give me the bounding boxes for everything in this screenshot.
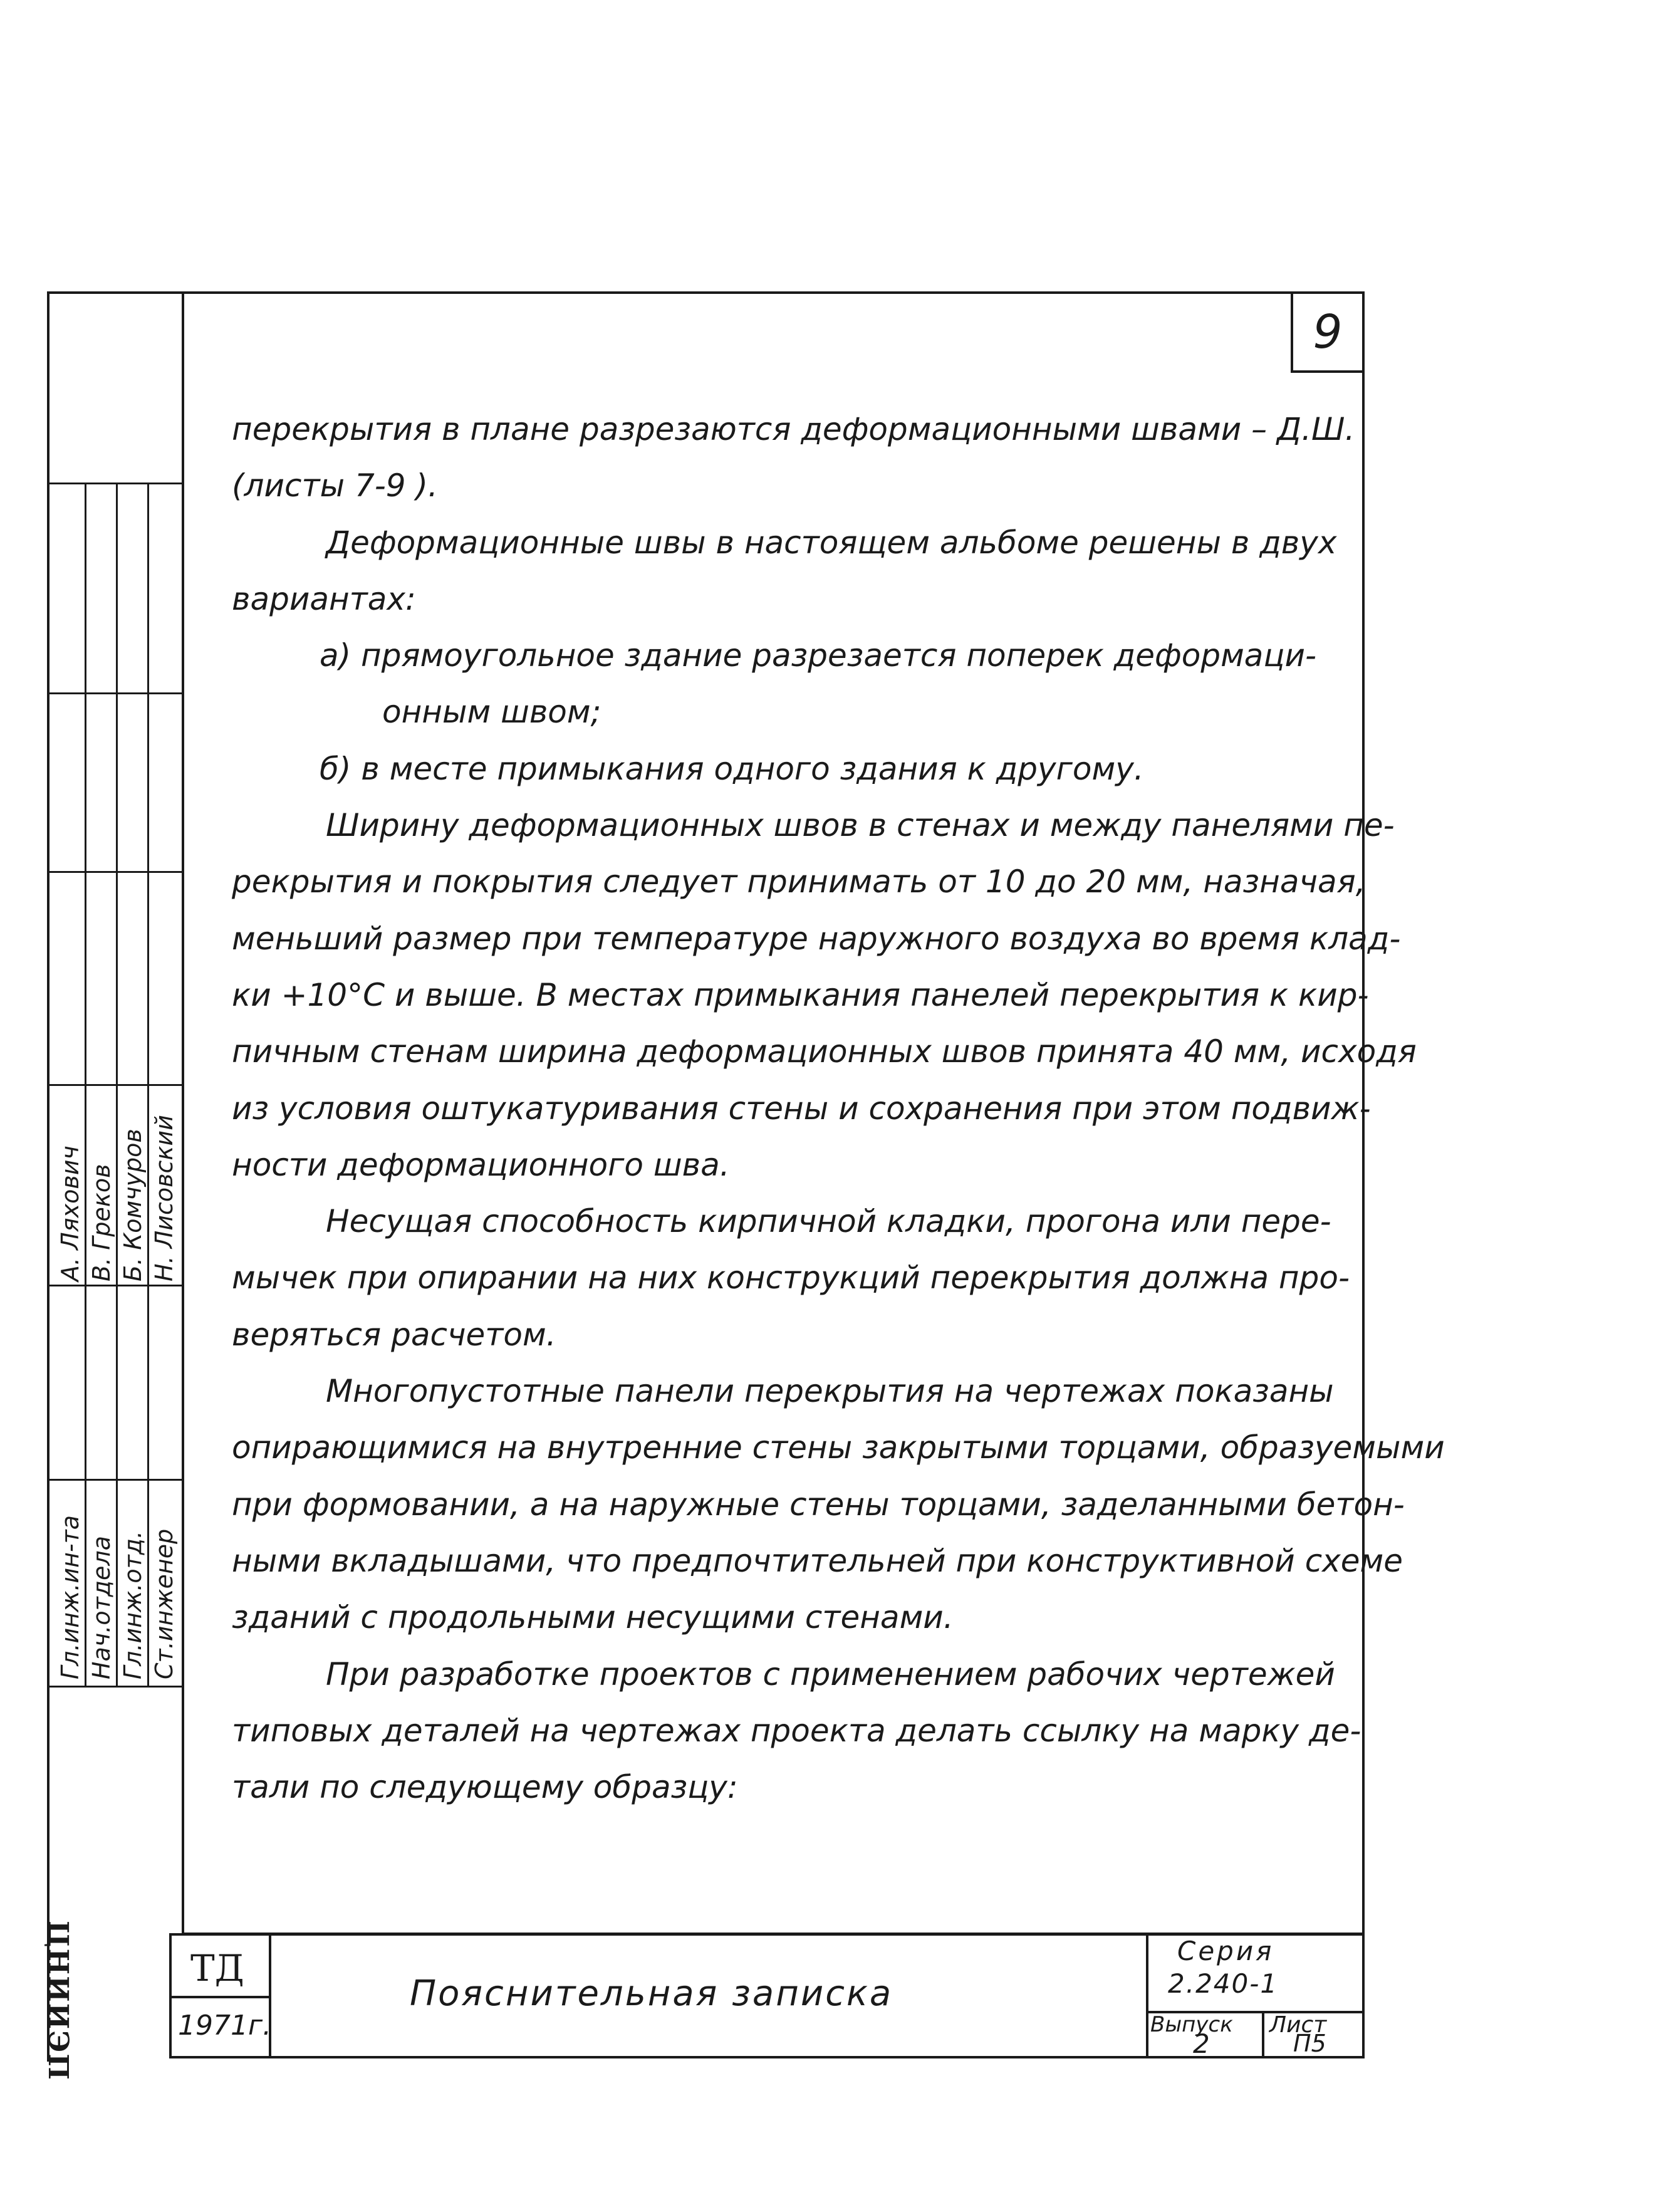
text-line: Ширину деформационных швов в стенах и между панелями пе- (326, 807, 1395, 844)
series-label: Серия (1177, 1936, 1274, 1966)
text-line: зданий с продольными несущими стенами. (232, 1599, 954, 1636)
text-line: (листы 7-9 ). (232, 467, 438, 504)
stamp-name: В. Греков (88, 1164, 115, 1281)
text-line: Деформационные швы в настоящем альбоме решены в двух (326, 524, 1337, 561)
issue-value: 2 (1193, 2028, 1210, 2059)
text-line: а) прямоугольное здание разрезается поперек деформаци- (320, 637, 1317, 674)
body-text (232, 401, 1445, 1815)
title-block-divider (1262, 2011, 1264, 2056)
stamp-role: Ст.инженер (150, 1528, 178, 1679)
text-line: ными вкладышами, что предпочтительней при конструктивной схеме (232, 1542, 1403, 1579)
text-line: мычек при опирании на них конструкций перекрытия должна про- (232, 1260, 1350, 1296)
text-line: онным швом; (382, 694, 601, 731)
stamp-row-line (47, 1686, 182, 1688)
text-line: пичным стенам ширина деформационных швов принята 40 мм, исходя (232, 1033, 1417, 1070)
title-block-code: ТД (190, 1947, 244, 1990)
series-value: 2.240-1 (1168, 1968, 1279, 1999)
stamp-name: Б. Комчуров (119, 1129, 147, 1281)
issue-label: Выпуск (1150, 2012, 1233, 2037)
sheet-value: П5 (1293, 2030, 1326, 2057)
page-number: 9 (1291, 291, 1365, 373)
text-line: ки +10°С и выше. В местах примыкания панелей перекрытия к кир- (232, 976, 1369, 1013)
text-line: перекрытия в плане разрезаются деформационными швами – Д.Ш. (232, 411, 1355, 447)
text-line: из условия оштукатуривания стены и сохранения при этом подвиж- (232, 1090, 1371, 1127)
stamp-row-line (47, 483, 182, 484)
text-line: веряться расчетом. (232, 1316, 556, 1353)
organization-label: ЦНИИЭП (42, 1921, 74, 2081)
text-line: Многопустотные панели перекрытия на чертежах показаны (326, 1373, 1334, 1410)
stamp-row-line (47, 871, 182, 873)
stamp-row-line (47, 1479, 182, 1481)
sheet-label: Лист (1269, 2012, 1327, 2038)
title-block-year: 1971г. (178, 2010, 272, 2042)
stamp-name: Н. Лисовский (150, 1115, 178, 1281)
stamp-row-line (47, 1285, 182, 1286)
text-line: тали по следующему образцу: (232, 1769, 738, 1806)
stamp-role: Нач.отдела (88, 1535, 115, 1679)
title-block-divider (1146, 1936, 1148, 2056)
stamp-row-line (47, 692, 182, 694)
text-line: меньший размер при температуре наружного воздуха во время клад- (232, 920, 1401, 957)
text-line: При разработке проектов с применением рабочих чертежей (326, 1656, 1335, 1693)
document-title: Пояснительная записка (410, 1973, 893, 2014)
text-line: при формовании, а на наружные стены торцами, заделанными бетон- (232, 1486, 1405, 1523)
text-line: опирающимися на внутренние стены закрытыми торцами, образуемыми (232, 1429, 1445, 1466)
stamp-role: Гл.инж.ин-та (56, 1515, 84, 1679)
stamp-name: А. Ляхович (56, 1145, 84, 1281)
title-block (169, 1933, 1365, 2058)
text-line: ности деформационного шва. (232, 1146, 730, 1183)
title-block-divider (172, 1996, 269, 1998)
stamp-role: Гл.инж.отд. (119, 1530, 147, 1679)
text-line: Несущая способность кирпичной кладки, прогона или пере- (326, 1203, 1331, 1240)
text-line: типовых деталей на чертежах проекта делать ссылку на марку де- (232, 1712, 1361, 1749)
text-line: вариантах: (232, 580, 416, 617)
text-line: б) в месте примыкания одного здания к другому. (320, 750, 1144, 787)
text-line: рекрытия и покрытия следует принимать от 10 до 20 мм, назначая, (232, 863, 1366, 900)
stamp-row-line (47, 1084, 182, 1086)
